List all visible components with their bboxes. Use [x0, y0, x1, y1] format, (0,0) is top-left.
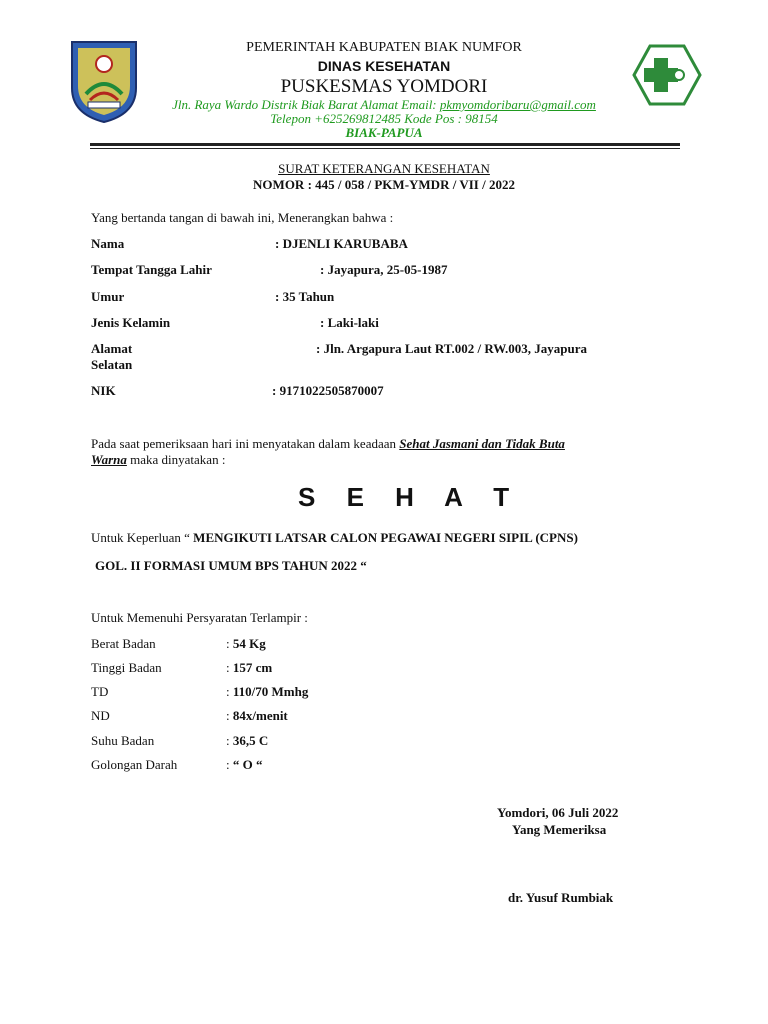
nik-label: NIK [91, 383, 116, 398]
pulse-value-text: 84x/menit [232, 708, 288, 723]
statement-line-2 [91, 452, 225, 468]
requirements-intro: Untuk Memenuhi Persyaratan Terlampir : [91, 610, 308, 625]
pulse-label: ND [91, 708, 110, 723]
letterhead-facility: PUSKESMAS YOMDORI [280, 76, 488, 97]
signature-role: Yang Memeriksa [512, 822, 607, 837]
height-label: Tinggi Badan [91, 660, 162, 675]
birth-label: Tempat Tangga Lahir [91, 262, 212, 277]
address-value-continued: Selatan [91, 357, 133, 372]
age-label: Umur [91, 289, 125, 304]
purpose-text: MENGIKUTI LATSAR CALON PEGAWAI NEGERI SIPIL (CPNS) [193, 530, 578, 545]
weight-label: Berat Badan [91, 636, 156, 651]
health-result: S E H A T [298, 482, 522, 512]
statement-emphasis-cont: Warna [91, 452, 127, 467]
purpose-prefix: Untuk Keperluan “ [91, 530, 194, 545]
name-value: : DJENLI KARUBABA [275, 236, 408, 251]
address-value: : Jln. Argapura Laut RT.002 / RW.003, Jayapura [316, 341, 588, 356]
nik-value: : 9171022505870007 [272, 383, 384, 398]
document-title: SURAT KETERANGAN KESEHATAN [278, 161, 490, 176]
blood-type-label: Golongan Darah [91, 757, 178, 772]
weight-value: : 54 Kg [226, 636, 266, 651]
purpose-line-1 [91, 530, 578, 546]
birth-value: : Jayapura, 25-05-1987 [320, 262, 448, 277]
address-label: Alamat [91, 341, 133, 356]
document-number: NOMOR : 445 / 058 / PKM-YMDR / VII / 2022 [253, 177, 515, 192]
temperature-value: : 36,5 C [226, 733, 269, 748]
gender-label: Jenis Kelamin [91, 315, 171, 330]
height-value: : 157 cm [226, 660, 273, 675]
weight-value-text: 54 Kg [232, 636, 266, 651]
address-text: Jln. Raya Wardo Distrik Biak Barat Alamat Email: [172, 97, 440, 112]
temperature-value-text: 36,5 C [232, 733, 269, 748]
intro-text: Yang bertanda tangan di bawah ini, Menerangkan bahwa : [91, 210, 394, 225]
letterhead-divider-thick [90, 143, 680, 146]
statement-suffix: maka dinyatakan : [126, 452, 226, 467]
height-value-text: 157 cm [232, 660, 273, 675]
statement-prefix: Pada saat pemeriksaan hari ini menyatakan dalam keadaan [91, 436, 400, 451]
statement-line-1 [91, 436, 565, 452]
signature-place-date: Yomdori, 06 Juli 2022 [497, 805, 619, 820]
purpose-line-2: GOL. II FORMASI UMUM BPS TAHUN 2022 “ [95, 558, 367, 573]
email-link[interactable]: pkmyomdoribaru@gmail.com [439, 97, 596, 112]
letterhead-government: PEMERINTAH KABUPATEN BIAK NUMFOR [246, 40, 522, 55]
name-label: Nama [91, 236, 125, 251]
blood-type-value-text: “ O “ [232, 757, 263, 772]
blood-pressure-label: TD [91, 684, 109, 699]
signature-name: dr. Yusuf Rumbiak [508, 890, 614, 905]
blood-pressure-value: : 110/70 Mmhg [226, 684, 309, 699]
temperature-label: Suhu Badan [91, 733, 155, 748]
blood-type-value: : “ O “ [226, 757, 263, 772]
blood-pressure-value-text: 110/70 Mmhg [232, 684, 309, 699]
pulse-value: : 84x/menit [226, 708, 288, 723]
statement-emphasis: Sehat Jasmani dan Tidak Buta [399, 436, 565, 451]
age-value: : 35 Tahun [275, 289, 335, 304]
letterhead-department: DINAS KESEHATAN [317, 58, 451, 74]
gender-value: : Laki-laki [320, 315, 379, 330]
letterhead-region: BIAK-PAPUA [345, 125, 423, 140]
letterhead-divider-thin [90, 148, 680, 149]
letterhead-phone: Telepon +625269812485 Kode Pos : 98154 [270, 111, 498, 126]
